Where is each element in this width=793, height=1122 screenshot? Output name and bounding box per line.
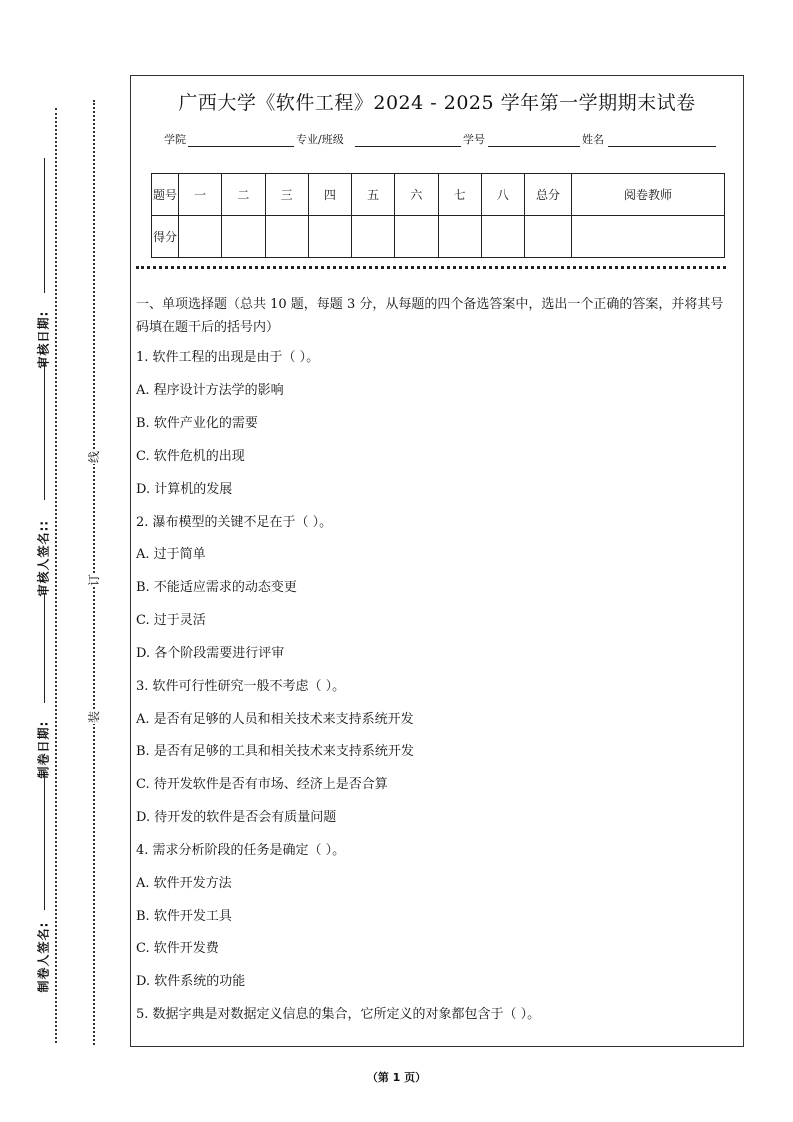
score-table [151,173,725,258]
section-heading: 一、单项选择题（总共 10 题，每题 3 分，从每题的四个备选答案中，选出一个正确的答案，并将其号码填在题干后的括号内） [136,297,724,335]
question-option: D. 软件系统的功能 [136,974,246,989]
score-table-row-label: 得分 [152,216,179,258]
score-table-header-row [152,174,725,216]
question-option: C. 软件危机的出现 [136,449,245,464]
field-major-class-input[interactable] [355,146,461,147]
question-option: A. 是否有足够的人员和相关技术来支持系统开发 [136,712,414,727]
margin-signature-line [44,593,45,703]
dotted-separator [136,266,726,269]
page-number: （第 1 页） [366,1071,427,1084]
question-stem: 2. 瀑布模型的关键不足在于（ ）。 [136,515,333,530]
score-table-score-row [152,216,725,258]
margin-label-review-date: 审核日期: [36,310,51,369]
question-stem: 5. 数据字典是对数据定义信息的集合，它所定义的对象都包含于（ ）。 [136,1007,541,1022]
question-option: D. 各个阶段需要进行评审 [136,646,285,661]
binding-char-bind: 装 [87,711,101,724]
field-name-input[interactable] [608,146,716,147]
score-cell[interactable] [525,216,572,258]
margin-signature-line [44,158,45,293]
field-label-college: 学院 [164,133,186,146]
margin-dotted-line [55,108,57,1043]
score-cell[interactable] [308,216,351,258]
score-table-col: 阅卷教师 [572,174,725,216]
score-cell[interactable] [572,216,725,258]
score-table-col: 总分 [525,174,572,216]
question-stem: 4. 需求分析阶段的任务是确定（ ）。 [136,843,346,858]
field-student-id-input[interactable] [488,146,580,147]
score-table-col: 四 [308,174,351,216]
score-table-col: 一 [179,174,222,216]
field-label-name: 姓名 [582,133,604,146]
question-option: D. 计算机的发展 [136,482,233,497]
question-option: A. 程序设计方法学的影响 [136,383,284,398]
margin-signature-line [44,772,45,910]
score-cell[interactable] [352,216,395,258]
margin-signature-line [44,362,45,500]
score-table-row-label: 题号 [152,174,179,216]
question-option: C. 待开发软件是否有市场、经济上是否合算 [136,777,388,792]
score-table-col: 五 [352,174,395,216]
score-cell[interactable] [265,216,308,258]
question-stem: 1. 软件工程的出现是由于（ ）。 [136,350,320,365]
question-option: D. 待开发的软件是否会有质量问题 [136,810,337,825]
question-option: B. 不能适应需求的动态变更 [136,580,297,595]
score-table-col: 七 [438,174,481,216]
margin-label-compile-date: 制卷日期: [36,720,51,779]
score-table-col: 三 [265,174,308,216]
margin-label-compiler-signature: 制卷人签名: [36,921,51,993]
field-label-major-class: 专业/班级 [296,133,344,146]
field-label-student-id: 学号 [463,133,485,146]
score-cell[interactable] [481,216,524,258]
score-cell[interactable] [395,216,438,258]
field-college-input[interactable] [188,146,294,147]
score-table-col: 二 [222,174,265,216]
score-table-col: 八 [481,174,524,216]
binding-char-line: 线 [87,451,101,464]
score-cell[interactable] [222,216,265,258]
question-option: C. 软件开发费 [136,941,219,956]
question-option: C. 过于灵活 [136,613,206,628]
question-option: B. 软件产业化的需要 [136,416,258,431]
score-cell[interactable] [179,216,222,258]
score-cell[interactable] [438,216,481,258]
question-option: A. 过于简单 [136,547,206,562]
binding-char-staple: 订 [87,574,101,587]
question-option: B. 是否有足够的工具和相关技术来支持系统开发 [136,744,414,759]
score-table-col: 六 [395,174,438,216]
exam-title: 广西大学《软件工程》2024 - 2025 学年第一学期期末试卷 [178,92,696,114]
question-option: A. 软件开发方法 [136,876,232,891]
question-stem: 3. 软件可行性研究一般不考虑（ ）。 [136,679,346,694]
margin-label-reviewer-signature: 审核人签名:: [36,519,51,597]
question-option: B. 软件开发工具 [136,909,232,924]
